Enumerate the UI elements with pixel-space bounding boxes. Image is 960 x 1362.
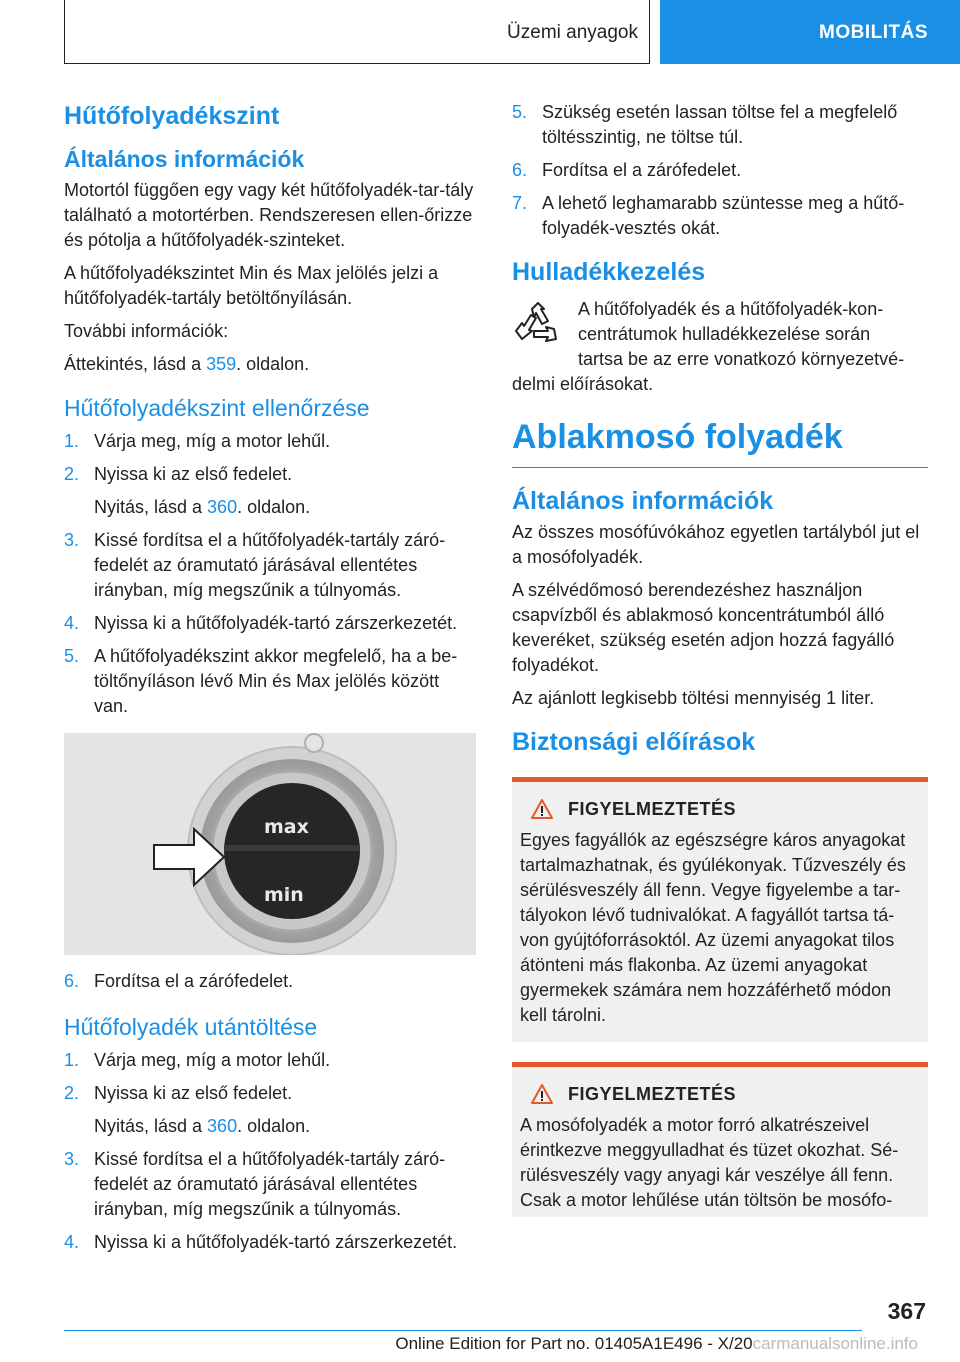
warning-text: A mosófolyadék a motor forró alkatrészeivel érintkezve meggyulladhat és tüzet okozhat. Sé-rülésveszély vagy anyagi kár veszélye áll fenn. Csak a motor lehűlése után töltsön be mosófo- <box>520 1115 899 1210</box>
steps-list <box>64 429 476 487</box>
step-text: Szükség esetén lassan töltse fel a megfelelő töltésszintig, ne töltse túl. <box>542 102 898 147</box>
steps-list <box>64 528 476 719</box>
list-item <box>64 644 476 719</box>
warning-label: FIGYELMEZTETÉS <box>568 1083 737 1104</box>
text: centrátumok hulladékkezelése során <box>578 324 871 344</box>
step-number: 1. <box>64 431 80 451</box>
page-link[interactable]: 360 <box>207 497 238 517</box>
step-subnote <box>64 495 476 520</box>
list-item <box>512 100 928 150</box>
warning-box <box>512 777 928 1042</box>
subheading-disposal: Hulladékkezelés <box>512 258 706 286</box>
step-number: 2. <box>64 464 80 484</box>
text: Nyitás, lásd a <box>94 497 208 517</box>
subheading-check-coolant: Hűtőfolyadékszint ellenőrzése <box>64 395 370 421</box>
disposal-note <box>512 297 928 397</box>
step-text: Fordítsa el a zárófedelet. <box>542 160 742 180</box>
footer-edition <box>395 1334 918 1354</box>
warning-header <box>520 798 918 820</box>
step-text: Nyissa ki a hűtőfolyadék-tartó zárszerkezetét. <box>94 613 458 633</box>
subheading-refill-coolant: Hűtőfolyadék utántöltése <box>64 1014 318 1040</box>
chapter-heading-washer-fluid: Ablakmosó folyadék <box>512 415 928 468</box>
text: delmi előírásokat. <box>512 374 654 394</box>
min-mark: min <box>264 884 304 906</box>
chapter-tab[interactable] <box>660 0 960 64</box>
list-item <box>512 191 928 241</box>
steps-list <box>512 100 928 241</box>
text: tartsa be az erre vonatkozó környezetvé- <box>578 349 905 369</box>
paragraph: A hűtőfolyadékszintet Min és Max jelölés jelzi a hűtőfolyadék-tartály betöltőnyílásán. <box>64 263 439 308</box>
list-item <box>512 158 928 183</box>
paragraph: Az ajánlott legkisebb töltési mennyiség 1 liter. <box>512 688 875 708</box>
list-item <box>64 1081 476 1106</box>
step-number: 7. <box>512 193 528 213</box>
list-item <box>64 429 476 454</box>
right-column <box>512 100 928 1217</box>
chapter-label: MOBILITÁS <box>819 22 928 43</box>
subheading-general-info: Általános információk <box>64 146 305 172</box>
warning-header <box>520 1083 918 1105</box>
steps-list <box>64 1048 476 1106</box>
section-title: Üzemi anyagok <box>507 22 638 43</box>
text: Nyitás, lásd a <box>94 1116 208 1136</box>
text: A hűtőfolyadék és a hűtőfolyadék-kon- <box>578 299 884 319</box>
text: . oldalon. <box>237 497 311 517</box>
step-number: 2. <box>64 1083 80 1103</box>
header-divider <box>64 0 65 64</box>
steps-list <box>64 969 476 994</box>
step-text: Kissé fordítsa el a hűtőfolyadék-tartály záró-fedelét az óramutató járásával ellentétes irányban, míg megszűnik a túlnyomás. <box>94 530 446 600</box>
step-text: Kissé fordítsa el a hűtőfolyadék-tartály záró-fedelét az óramutató járásával ellentétes irányban, míg megszűnik a túlnyomás. <box>94 1149 446 1219</box>
page-header <box>0 0 960 64</box>
step-text: Fordítsa el a zárófedelet. <box>94 971 294 991</box>
paragraph: A szélvédőmosó berendezéshez használjon csapvízből és ablakmosó koncentrátumból álló keveréket, szükség esetén adjon hozzá fagyálló folyadékot. <box>512 580 895 675</box>
paragraph <box>64 352 476 377</box>
list-item <box>64 611 476 636</box>
step-number: 3. <box>64 530 80 550</box>
coolant-cap-illustration <box>64 733 476 955</box>
step-text: Nyissa ki a hűtőfolyadék-tartó zárszerkezetét. <box>94 1232 458 1252</box>
step-number: 6. <box>512 160 528 180</box>
text: . oldalon. <box>236 354 310 374</box>
step-text: A lehető leghamarabb szüntesse meg a hűtő-folyadék-vesztés okát. <box>542 193 905 238</box>
list-item <box>64 1147 476 1222</box>
warning-text: Egyes fagyállók az egészségre káros anyagokat tartalmazhatnak, és gyúlékonyak. Tűzveszély és sérülésveszély áll fenn. Vegye figyelembe a tar-tályokon lévő tudnivalókat. A fagyállót tartsa tá-von gyújtóforrásoktól. Az üzemi anyagokat tilos átönteni más flakonba. Az üzemi anyagokat gyermekek számára nem hozzáférhető módon kell tárolni. <box>520 830 906 1025</box>
list-item <box>64 969 476 994</box>
subheading-general-info: Általános információk <box>512 487 774 515</box>
step-number: 4. <box>64 1232 80 1252</box>
header-divider <box>649 0 650 64</box>
text: Áttekintés, lásd a <box>64 354 207 374</box>
paragraph: Motortól függően egy vagy két hűtőfolyadék-tar-tály található a motortérben. Rendszeresen ellen-őrizze és pótolja a hűtőfolyadék-szinteket. <box>64 180 474 250</box>
left-column <box>64 100 476 1265</box>
step-text: Nyissa ki az első fedelet. <box>94 1083 293 1103</box>
text: . oldalon. <box>237 1116 311 1136</box>
recycle-icon <box>512 299 564 351</box>
edition-text: Online Edition for Part no. 01405A1E496 - X/20 <box>395 1334 753 1353</box>
warning-box <box>512 1062 928 1217</box>
watermark: carmanualsonline.info <box>752 1334 918 1353</box>
warning-label: FIGYELMEZTETÉS <box>568 798 737 819</box>
step-number: 1. <box>64 1050 80 1070</box>
header-divider <box>64 63 649 64</box>
page-link[interactable]: 360 <box>207 1116 238 1136</box>
list-item <box>64 1048 476 1073</box>
page-link[interactable]: 359 <box>206 354 237 374</box>
list-item <box>64 1230 476 1255</box>
step-text: A hűtőfolyadékszint akkor megfelelő, ha a be-töltőnyíláson lévő Min és Max jelölés között van. <box>94 646 458 716</box>
list-item <box>64 462 476 487</box>
paragraph: További információk: <box>64 321 229 341</box>
warning-icon <box>530 1083 554 1105</box>
step-text: Nyissa ki az első fedelet. <box>94 464 293 484</box>
page-number: 367 <box>887 1298 926 1324</box>
step-number: 5. <box>64 646 80 666</box>
coolant-cap-image <box>64 733 476 955</box>
step-number: 4. <box>64 613 80 633</box>
section-heading-coolant-level: Hűtőfolyadékszint <box>64 102 280 130</box>
footer-divider <box>64 1330 862 1331</box>
max-mark: max <box>264 816 309 838</box>
step-number: 5. <box>512 102 528 122</box>
warning-icon <box>530 798 554 820</box>
subheading-safety: Biztonsági előírások <box>512 728 756 756</box>
paragraph: Az összes mosófúvókához egyetlen tartályból jut el a mosófolyadék. <box>512 522 920 567</box>
steps-list <box>64 1147 476 1255</box>
list-item <box>64 528 476 603</box>
step-text: Várja meg, míg a motor lehűl. <box>94 431 331 451</box>
step-number: 6. <box>64 971 80 991</box>
step-subnote <box>64 1114 476 1139</box>
step-number: 3. <box>64 1149 80 1169</box>
step-text: Várja meg, míg a motor lehűl. <box>94 1050 331 1070</box>
